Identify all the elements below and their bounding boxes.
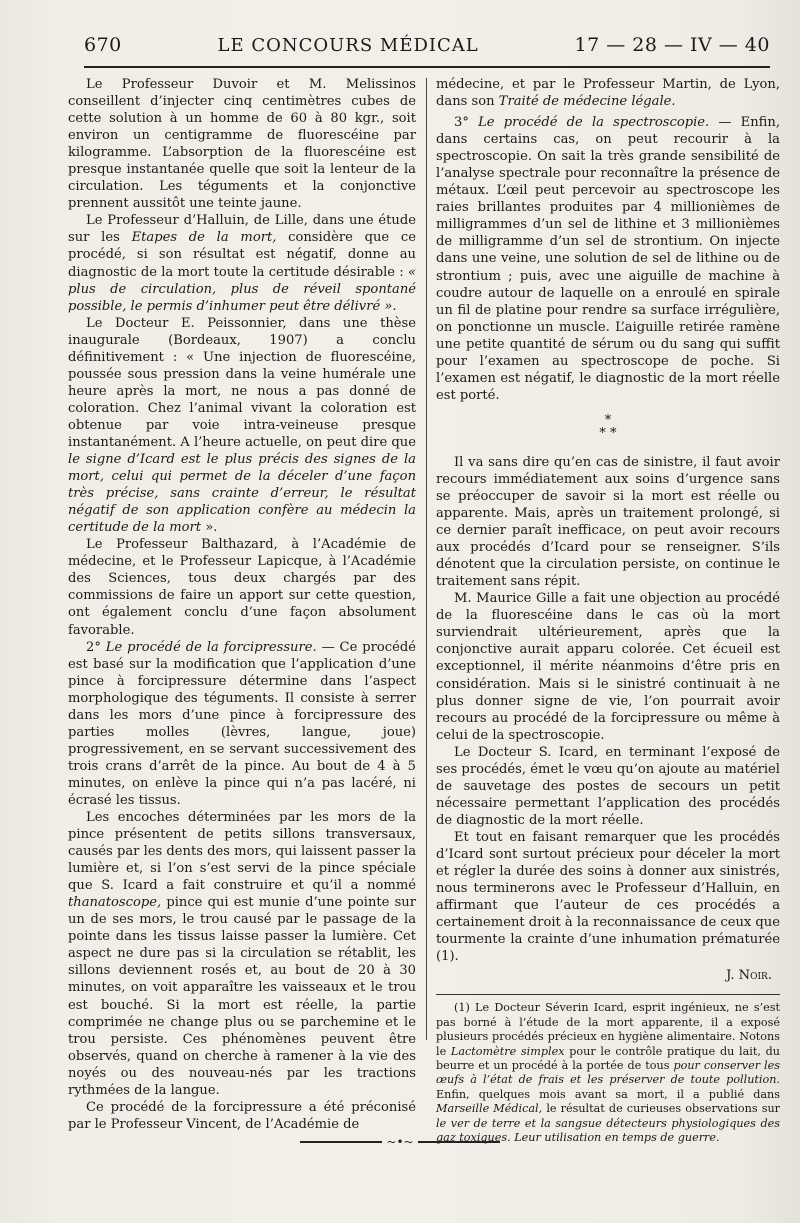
paragraph: Ce procédé de la forcipressure a été préconisé par le Professeur Vincent, de l’Académie de xyxy=(68,1099,416,1132)
paragraph: Et tout en faisant remarquer que les procédés d’Icard sont surtout précieux pour déceler la mort et régler la durée des soins à donner aux sinistrés, nous terminerons avec le Professeur d’Halluin, en affirmant que l’auteur de ces procédés a certainement droit à la reconnaissance de ceux que tourmente la crainte d’une inhumation prématurée (1). xyxy=(436,829,780,965)
paragraph: Le Professeur Balthazard, à l’Académie de médecine, et le Professeur Lapicque, à l’Académie des Sciences, tous deux chargés par des commissions de faire un apport sur cette question, ont également conclu d’une façon absolument favorable. xyxy=(68,537,416,638)
footnote-rule xyxy=(436,994,780,995)
page-header xyxy=(84,30,770,60)
footnote: (1) Le Docteur Séverin Icard, esprit ingénieux, ne s’est pas borné à l’étude de la mort apparente, il a exposé plusieurs procédés précieux en hygiène alimentaire. Notons le Lactomètre simplex pour le contrôle pratique du lait, du beurre et un procédé à la portée de tous pour conserver les œufs à l’état de frais et les préserver de toute pollution. Enfin, quelques mois avant sa mort, il a publié dans Marseille Médical, le résultat de curieuses observations sur le ver de terre et la sangsue détecteurs physiologiques des gaz toxiques. Leur utilisation en temps de guerre. xyxy=(436,1001,781,1144)
paragraph: Le Docteur S. Icard, en terminant l’exposé de ses procédés, émet le vœu qu’on ajoute au matériel de sauvetage des postes de secours un petit nécessaire permettant l’application des procédés de diagnostic de la mort réelle. xyxy=(436,744,780,828)
section-paragraph: 3° Le procédé de la spectroscopie. — Enfin, dans certains cas, on peut recourir à la spectroscopie. On sait la très grande sensibilité de l’analyse spectrale pour reconnaître la présence de métaux. L’œil peut percevoir au spectroscope les raies brillantes produites par 4 millionièmes de milligrammes d’un sel de lithine et 3 millionièmes de milligramme d’un sel de strontium. On injecte dans une veine, une solution de sel de lithine ou de strontium ; puis, avec une aiguille de machine à coudre autour de laquelle on a enroulé en spirale un fil de platine pour rendre sa surface irrégulière, on ponctionne un muscle. L’aiguille retirée ramène une petite quantité de sérum ou du sang qui suffit pour l’examen au spectroscope de poche. Si l’examen est négatif, le diagnostic de la mort réelle est porté. xyxy=(436,115,780,403)
column-divider xyxy=(426,78,427,1040)
paragraph: médecine, et par le Professeur Martin, de Lyon, dans son Traité de médecine légale. xyxy=(436,77,780,110)
page-number: 670 xyxy=(84,34,122,56)
paragraph: Le Docteur E. Peissonnier, dans une thèse inaugurale (Bordeaux, 1907) a conclu définitivement : « Une injection de fluorescéine, poussée sous pression dans la veine humérale une heure après la mort, ne nous a pas donné de coloration. Chez l’animal vivant la coloration est obtenue par voie intra-veineuse presque instantanément. A l’heure actuelle, on peut dire que le signe d’Icard est le plus précis des signes de la mort, celui qui permet de la déceler d’une façon très précise, sans crainte d’erreur, le résultat négatif de son application confère au médecin la certitude de la mort ». xyxy=(68,315,416,536)
author-signature: J. Noir. xyxy=(726,968,772,984)
left-column xyxy=(68,76,416,1133)
paragraph: M. Maurice Gille a fait une objection au procédé de la fluorescéine dans le cas où la mort surviendrait ultérieurement, après que la conjonctive aurait apparu colorée. Cet écueil est exceptionnel, il mérite néanmoins d’être pris en considération. Mais si le sinistré continuait à ne plus donner signe de vie, l’on pourrait avoir recours au procédé de la forcipressure ou même à celui de la spectroscopie. xyxy=(436,591,780,743)
header-rule xyxy=(84,66,770,68)
asterism: * * * xyxy=(599,412,617,441)
section-paragraph: 2° Le procédé de la forcipressure. — Ce procédé est basé sur la modification que l’application d’une pince à forcipressure détermine dans l’aspect morphologique des téguments. Il consiste à serrer dans les mors d’une pince à forcipressure des parties molles (lèvres, langue, joue) progressivement, en se servant successivement des trois crans d’arrêt de la pince. Au bout de 4 à 5 minutes, on enlève la pince qui n’a pas lacéré, ni écrasé les tissus. xyxy=(68,639,416,808)
right-column xyxy=(436,76,780,1145)
issue-date: 17 — 28 — IV — 40 xyxy=(574,34,770,56)
paragraph: Il va sans dire qu’en cas de sinistre, il faut avoir recours immédiatement aux soins d’urgence sans se préoccuper de savoir si la mort est réelle ou apparente. Mais, après un traitement prolongé, si ce dernier paraît inefficace, on peut avoir recours aux procédés d’Icard pour se renseigner. S’ils dénotent que la circulation persiste, on continue le traitement sans répit. xyxy=(436,454,780,590)
paragraph: Le Professeur d’Halluin, de Lille, dans une étude sur les Etapes de la mort, considère que ce procédé, si son résultat est négatif, donne au diagnostic de la mort toute la certitude désirable : « plus de circulation, plus de réveil spontané possible, le permis d’inhumer peut être délivré ». xyxy=(68,213,416,314)
journal-title: LE CONCOURS MÉDICAL xyxy=(217,34,479,56)
paragraph: Les encoches déterminées par les mors de la pince présentent de petits sillons transversaux, causés par les dents des mors, qui laissent passer la lumière et, si l’on s’est servi de la pince spéciale que S. Icard a fait construire et qu’il a nommé thanatoscope, pince qui est munie d’une pointe sur un de ses mors, le trou causé par le passage de la pointe dans les tissus laisse passer la lumière. Cet aspect ne dure pas si la circulation se rétablit, les sillons deviennent rosés et, au bout de 20 à 30 minutes, on voit apparaître les vaisseaux et le trou est bouché. Si la mort est réelle, la partie comprimée ne change plus ou se parchemine et le trou persiste. Ces phénomènes peuvent être observés, quand on cherche à ramener à la vie des noyés ou des nouveau-nés par les tractions rythmées de la langue. xyxy=(68,810,416,1098)
end-ornament: ~•~ xyxy=(300,1136,500,1148)
paragraph: Le Professeur Duvoir et M. Melissinos conseillent d’injecter cinq centimètres cubes de cette solution à un homme de 60 à 80 kgr., soit environ un centigramme de fluorescéine par kilogramme. L’absorption de la fluorescéine est presque instantanée quelle que soit la lenteur de la circulation. Les téguments et la conjonctive prennent aussitôt une teinte jaune. xyxy=(68,77,416,212)
